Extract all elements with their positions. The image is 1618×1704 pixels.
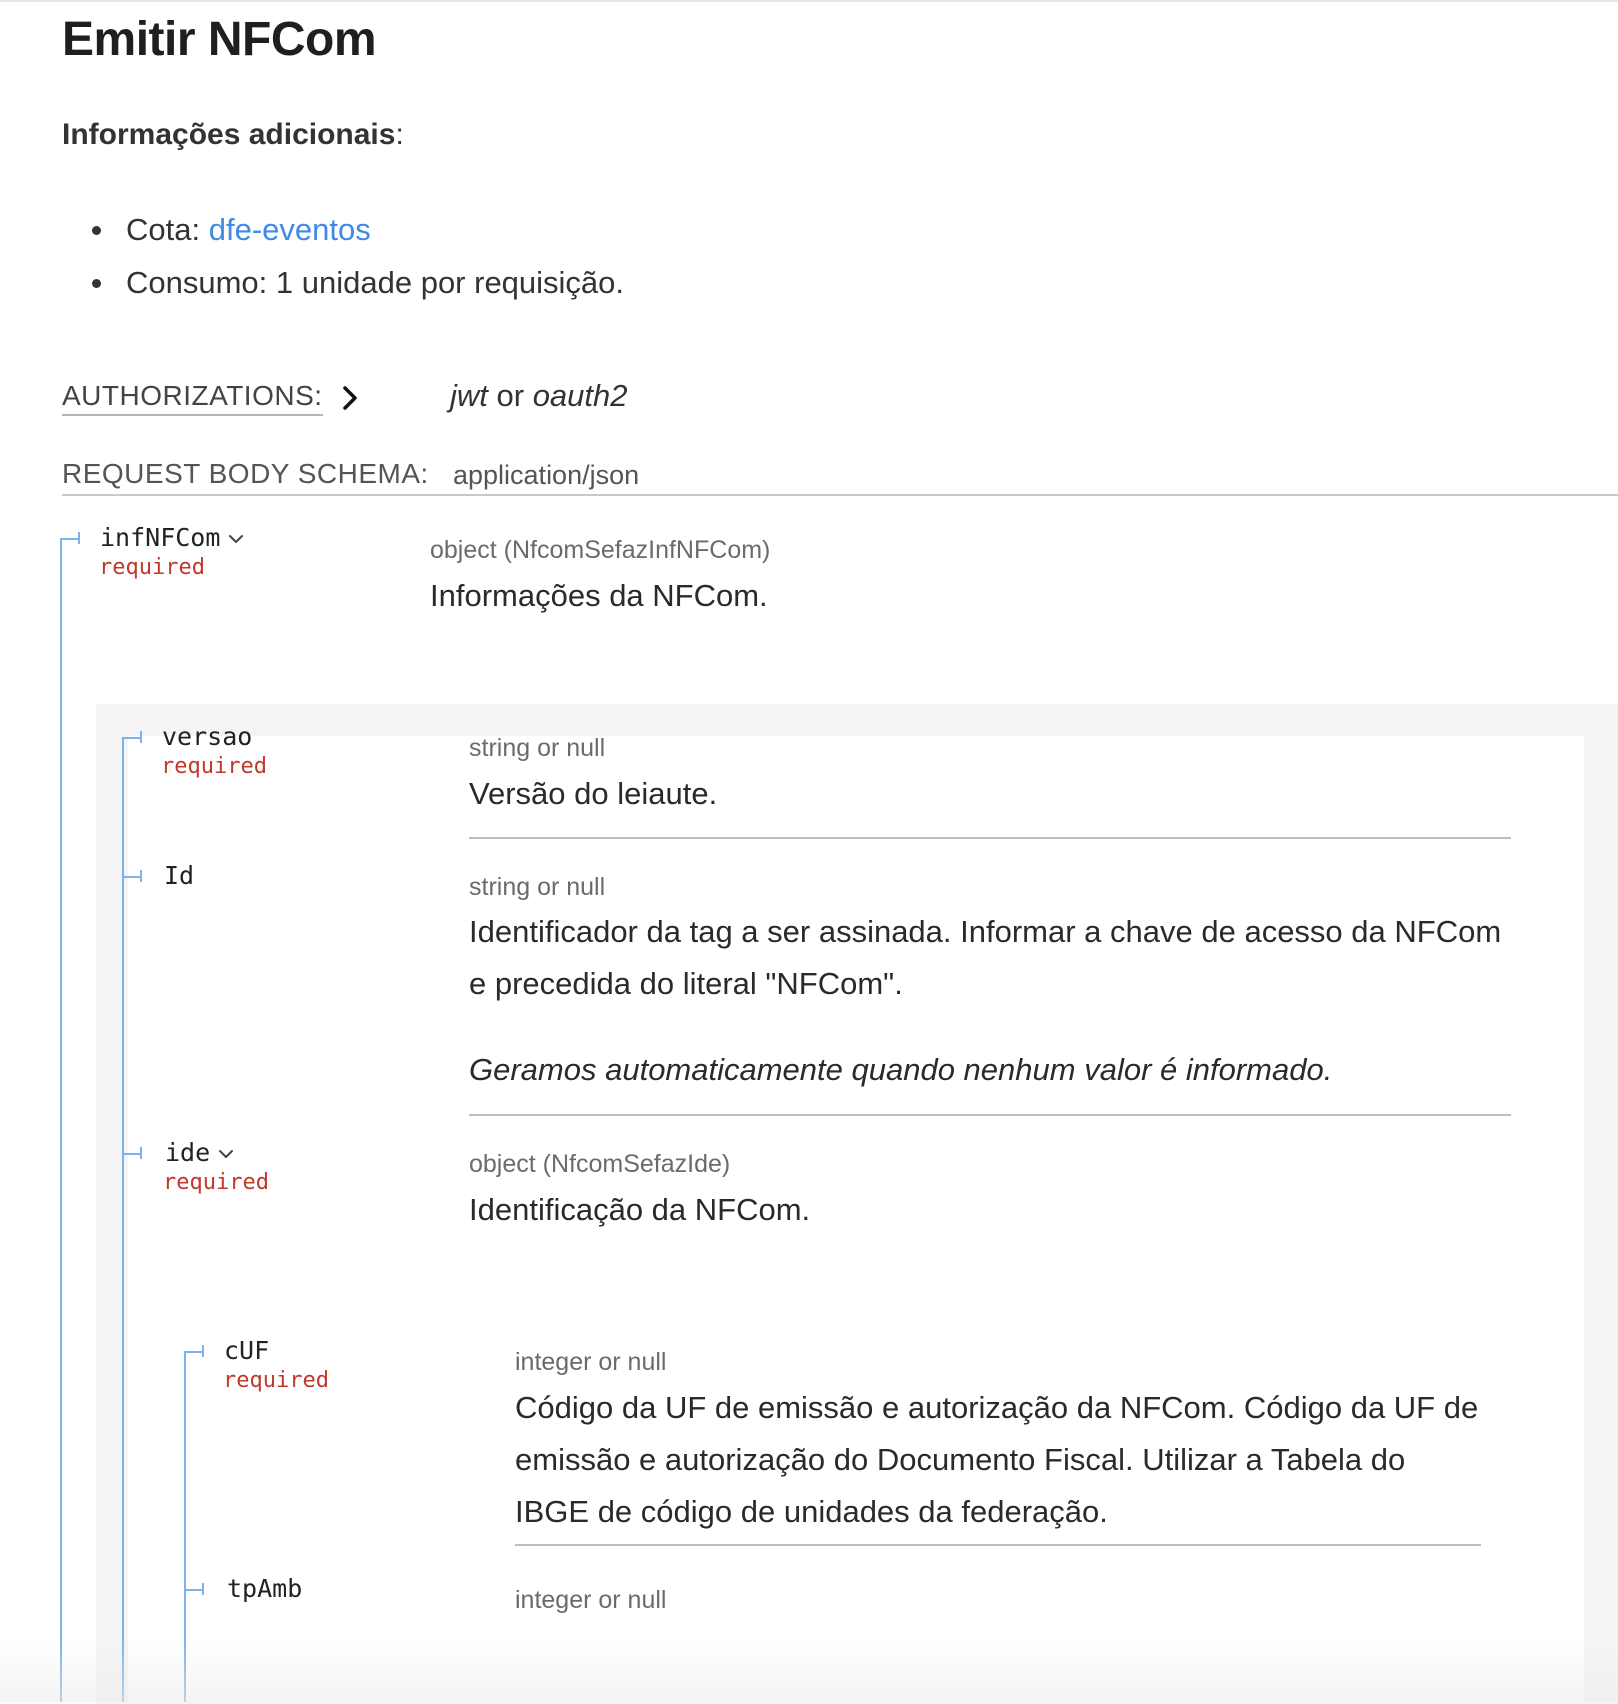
authorizations-toggle[interactable]: AUTHORIZATIONS: xyxy=(62,380,323,416)
page-title: Emitir NFCom xyxy=(62,13,377,66)
auth-scheme-oauth2: oauth2 xyxy=(532,378,628,413)
field-divider xyxy=(469,1114,1511,1116)
tree-branch-Id xyxy=(122,876,142,878)
required-badge-cUF: required xyxy=(223,1368,329,1393)
field-name-ide[interactable]: ide xyxy=(165,1138,211,1167)
field-desc-infNFCom: Informações da NFCom. xyxy=(430,578,768,613)
tree-tick-Id xyxy=(140,870,142,882)
tree-branch-ide xyxy=(122,1153,142,1155)
field-desc-ide: Identificação da NFCom. xyxy=(469,1192,811,1227)
field-desc-cUF: Código da UF de emissão e autorização da NFCom. Código da UF de emissão e autorização do Documento Fiscal. Utilizar a Tabela do IBGE de código de unidades da federação. xyxy=(515,1390,1479,1529)
auth-schemes xyxy=(450,378,628,414)
tree-line-root xyxy=(60,538,62,1702)
consumo-text: Consumo: 1 unidade por requisição. xyxy=(126,265,625,300)
field-desc-versao: Versão do leiaute. xyxy=(469,776,718,811)
field-name-infNFCom[interactable]: infNFCom xyxy=(100,523,221,552)
request-body-schema-label: REQUEST BODY SCHEMA: xyxy=(62,458,429,489)
info-list xyxy=(88,208,624,314)
cota-label: Cota: xyxy=(126,212,209,247)
tree-branch-cUF xyxy=(184,1351,204,1353)
chevron-down-icon[interactable] xyxy=(217,1148,235,1160)
tree-tick-cUF xyxy=(202,1345,204,1357)
field-name-cUF[interactable]: cUF xyxy=(224,1336,270,1365)
cota-link[interactable]: dfe-eventos xyxy=(208,212,371,247)
chevron-right-icon[interactable] xyxy=(340,384,360,412)
field-divider xyxy=(515,1544,1481,1546)
field-type-ide: object (NfcomSefazIde) xyxy=(469,1150,731,1178)
auth-separator: or xyxy=(487,378,533,413)
tree-branch-versao xyxy=(122,737,142,739)
bottom-scroll-fade xyxy=(0,1640,1618,1702)
request-body-content-type: application/json xyxy=(453,460,640,490)
info-heading xyxy=(62,118,404,152)
infNFCom-nested-inner xyxy=(128,736,1584,1702)
field-desc-Id: Identificador da tag a ser assinada. Informar a chave de acesso da NFCom e precedida do literal "NFCom". xyxy=(469,914,1502,1001)
required-badge-versao: required xyxy=(161,754,267,779)
required-badge-infNFCom: required xyxy=(99,555,205,580)
tree-tick-infNFCom xyxy=(78,532,80,544)
tree-tick-versao xyxy=(140,731,142,743)
field-name-Id[interactable]: Id xyxy=(164,861,195,890)
info-heading-text: Informações adicionais xyxy=(62,118,396,151)
field-name-tpAmb[interactable]: tpAmb xyxy=(227,1574,303,1603)
list-item-cota xyxy=(88,208,624,261)
field-type-Id: string or null xyxy=(469,873,606,901)
field-type-infNFCom: object (NfcomSefazInfNFCom) xyxy=(430,536,771,564)
required-badge-ide: required xyxy=(163,1170,269,1195)
field-type-cUF: integer or null xyxy=(515,1348,667,1376)
tree-line-infNFCom xyxy=(122,737,124,1702)
list-item-consumo xyxy=(88,261,624,314)
field-type-versao: string or null xyxy=(469,734,606,762)
info-heading-colon: : xyxy=(395,118,404,151)
field-divider xyxy=(469,837,1511,839)
tree-tick-ide xyxy=(140,1147,142,1159)
auth-scheme-jwt: jwt xyxy=(450,378,488,413)
field-name-versao[interactable]: versao xyxy=(162,722,253,751)
tree-branch-tpAmb xyxy=(184,1589,204,1591)
chevron-down-icon[interactable] xyxy=(227,533,245,545)
top-border xyxy=(0,0,1618,2)
schema-divider xyxy=(62,494,1618,496)
tree-branch-infNFCom xyxy=(60,538,80,540)
field-note-Id: Geramos automaticamente quando nenhum valor é informado. xyxy=(469,1052,1333,1087)
field-type-tpAmb: integer or null xyxy=(515,1586,667,1614)
tree-tick-tpAmb xyxy=(202,1583,204,1595)
